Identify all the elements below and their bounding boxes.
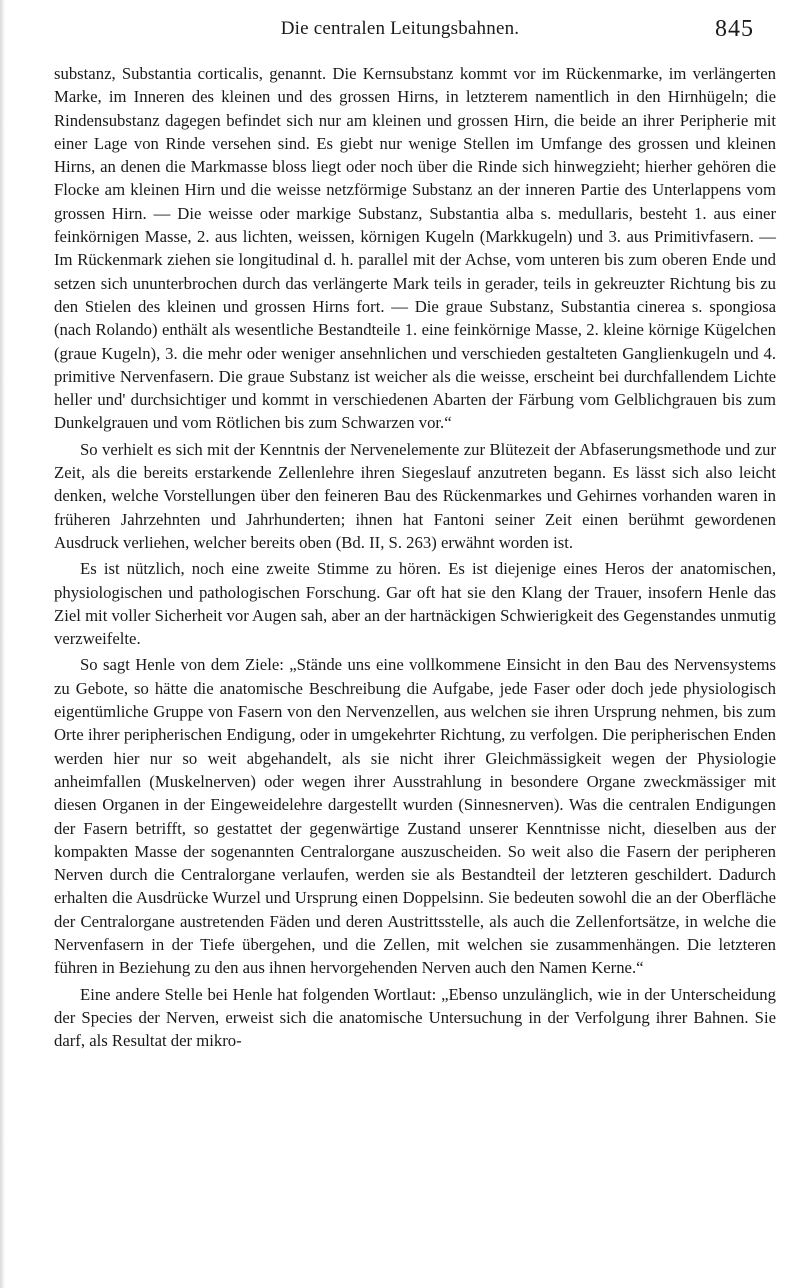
page-number: 845	[715, 16, 754, 42]
body-text	[54, 62, 776, 1055]
paragraph-3: Es ist nützlich, noch eine zweite Stimme zu hören. Es ist diejenige eines Heros der anatomischen, physiologischen und pathologischen Forschung. Gar oft hat sie den Klang der Trauer, insofern Henle das Ziel mit voller Sicherheit vor Augen sah, aber an der hartnäckigen Schwierigkeit des Gegenstandes unmutig verzweifelte.	[54, 559, 776, 649]
paragraph-5: Eine andere Stelle bei Henle hat folgenden Wortlaut: „Ebenso unzulänglich, wie in der Unterscheidung der Species der Nerven, erweist sich die anatomische Untersuchung in der Verfolgung ihrer Bahnen. Sie darf, als Resultat der mikro-	[54, 984, 776, 1051]
page-edge-shadow	[0, 0, 5, 1288]
paragraph-2: So verhielt es sich mit der Kenntnis der Nervenelemente zur Blütezeit der Abfaserungsmethode und zur Zeit, als die bereits erstarkende Zellenlehre ihren Siegeslauf anzutreten begann. Es lässt sich also leicht denken, welche Vorstellungen über den feineren Bau des Rückenmarkes und Gehirnes vorhanden waren in früheren Jahrzehnten und Jahrhunderten; ihnen hat Fantoni seiner Zeit einen berühmt gewordenen Ausdruck verliehen, welcher bereits oben (Bd. II, S. 263) erwähnt worden ist.	[54, 439, 776, 552]
paragraph-1: substanz, Substantia corticalis, genannt. Die Kernsubstanz kommt vor im Rückenmarke, im verlängerten Marke, im Inneren des kleinen und des grossen Hirns, in letzterem namentlich in den Hirnhügeln; die Rindensubstanz dagegen befindet sich nur am kleinen und grossen Hirn, die beide an ihrer Peripherie mit einer Lage von Rinde versehen sind. Es giebt nur wenige Stellen im Umfange des grossen und kleinen Hirns, an denen die Markmasse bloss liegt oder noch über die Rinde sich hinwegzieht; hierher gehören die Flocke am kleinen Hirn und die weisse netzförmige Substanz an der inneren Partie des Unterlappens vom grossen Hirn. — Die weisse oder markige Substanz, Substantia alba s. medullaris, besteht 1. aus einer feinkörnigen Masse, 2. aus lichten, weissen, körnigen Kugeln (Markkugeln) und 3. aus Primitivfasern. — Im Rückenmark ziehen sie longitudinal d. h. parallel mit der Achse, vom unteren bis zum oberen Ende und setzen sich ununterbrochen durch das verlängerte Mark teils in gerader, teils in gekreuzter Richtung bis zu den Stielen des kleinen und grossen Hirns fort. — Die graue Substanz, Substantia cinerea s. spongiosa (nach Rolando) enthält als wesentliche Bestandteile 1. eine feinkörnige Masse, 2. kleine körnige Kügelchen (graue Kugeln), 3. die mehr oder weniger ansehnlichen und verschieden gestalteten Ganglienkugeln und 4. primitive Nervenfasern. Die graue Substanz ist weicher als die weisse, erscheint bei durchfallendem Lichte heller und' durchsichtiger und kommt in verschiedenen Abarten der Färbung vom Gelblichgrauen bis zum Dunkelgrauen und vom Rötlichen bis zum Schwarzen vor.“	[54, 64, 776, 433]
running-head: Die centralen Leitungsbahnen.	[280, 18, 520, 39]
page-header	[0, 10, 800, 50]
paragraph-4: So sagt Henle von dem Ziele: „Stände uns eine vollkommene Einsicht in den Bau des Nervensystems zu Gebote, so hätte die anatomische Beschreibung die Aufgabe, jede Faser oder doch jede physiologisch eigentümliche Gruppe von Fasern von den Nervenzellen, aus welchen sie ihren Ursprung nehmen, bis zum Orte ihrer peripherischen Endigung, oder in umgekehrter Richtung, zu verfolgen. Die peripherischen Enden werden hier nur so weit abgehandelt, als sie nicht ihrer Gleichmässigkeit wegen der Physiologie anheimfallen (Muskelnerven) oder wegen ihrer Ausstrahlung in besondere Organe zweckmässiger mit diesen Organen in der Eingeweidelehre dargestellt wurden (Sinnesnerven). Was die centralen Endigungen der Fasern betrifft, so gestattet der gegenwärtige Zustand unserer Kenntnisse nicht, dieselben aus der kompakten Masse der sogenannten Centralorgane auszuscheiden. So weit also die Fasern der peripheren Nerven durch die Centralorgane verlaufen, werden sie als Bestandteil der letzteren geschildert. Dadurch erhalten die Ausdrücke Wurzel und Ursprung einen Doppelsinn. Sie bedeuten sowohl die an der Oberfläche der Centralorgane austretenden Fäden und deren Austrittsstelle, als auch die Zellenfortsätze, in welche die Nervenfasern in der Tiefe übergehen, und die Zellen, mit welchen sie zusammenhängen. Die letzteren führen in Beziehung zu den aus ihnen hervorgehenden Nerven auch den Namen Kerne.“	[54, 655, 776, 978]
